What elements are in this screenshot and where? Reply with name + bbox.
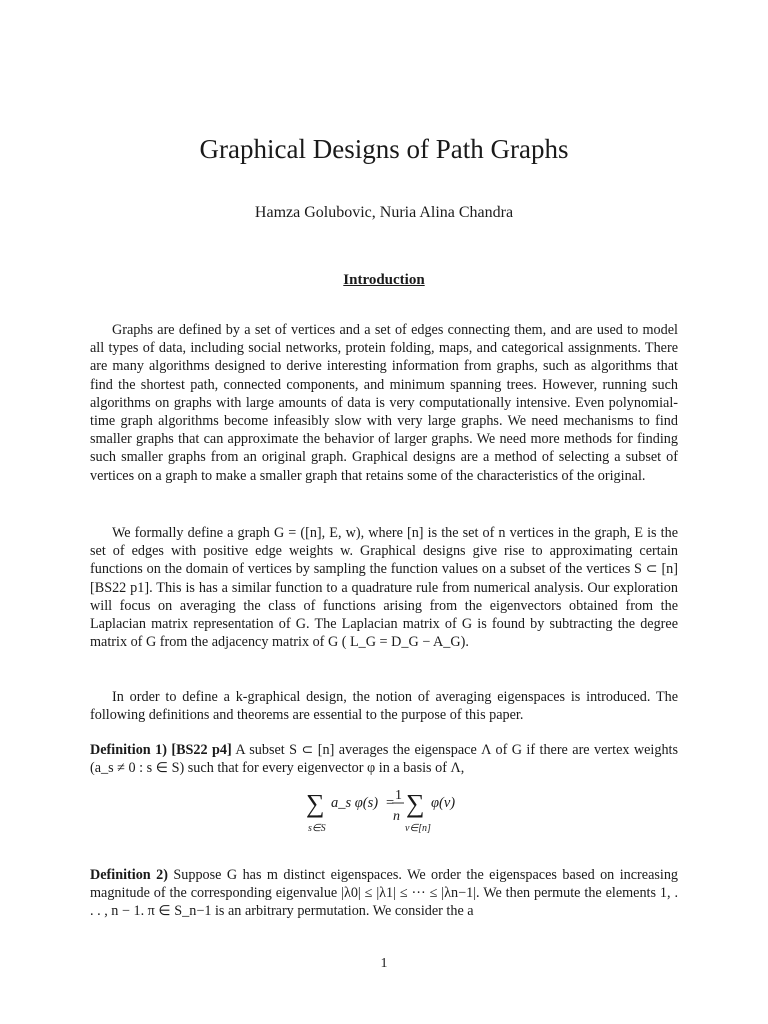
definition-1-text: A subset S ⊂ [n] averages the eigenspace Λ of G if there are vertex weights (a_s ≠ 0 : s ∈ S) such that for every eigenvector φ in a basis of Λ,	[90, 742, 679, 777]
definition-1	[90, 741, 678, 777]
definition-1-block	[90, 741, 678, 777]
lhs-term: a_s φ(s)	[331, 795, 379, 811]
section-heading	[0, 270, 768, 290]
definition-2-text: Suppose G has m distinct eigenspaces. We order the eigenspaces based on increasing magnitude of the corresponding eigenvalue |λ0| ≤ |λ1| ≤ ··· ≤ |λn−1|. We then permute the elements 1, . . . , n − 1. π ∈ S_n−1 is an arbitrary permutation. We consider the a	[90, 867, 679, 920]
definition-2	[90, 866, 678, 921]
equals-sign: =	[386, 795, 395, 811]
definition-2-label: Definition 2)	[90, 867, 168, 883]
fraction-denominator: n	[393, 809, 400, 824]
averaging-equation	[0, 790, 768, 840]
definition-2-block	[90, 866, 678, 921]
rhs-sum-index: v∈[n]	[405, 823, 431, 834]
rhs-sum-symbol: ∑	[406, 790, 425, 818]
paper-authors: Hamza Golubovic, Nuria Alina Chandra	[254, 204, 514, 221]
section-heading-text: Introduction	[343, 272, 425, 288]
lhs-sum-symbol: ∑	[306, 790, 325, 818]
definition-1-label: Definition 1) [BS22 p4]	[90, 742, 232, 758]
paragraph-3-block	[90, 688, 678, 724]
paragraph-1: Graphs are defined by a set of vertices and a set of edges connecting them, and are used to model all types of data, including social networks, protein folding, maps, and categorical assignments. There are many algorithms designed to derive interesting information from graphs, such as algorithms that find the shortest path, connected components, and minimum spanning trees. However, running such algorithms on graphs with large amounts of data is very computationally intensive. Even polynomial-time graph algorithms become infeasibly slow with very large graphs. We need mechanisms to find smaller graphs that can approximate the behavior of larger graphs. We need more methods for finding such smaller graphs from an original graph. Graphical designs are a method of selecting a subset of vertices on a graph to make a smaller graph that retains some of the characteristics of the original.	[90, 322, 678, 484]
page-number: 1	[380, 956, 388, 971]
paragraph-2-block	[90, 524, 678, 651]
paragraph-3: In order to define a k-graphical design, the notion of averaging eigenspaces is introduced. The following definitions and theorems are essential to the purpose of this paper.	[90, 689, 678, 724]
paper-title: Graphical Designs of Path Graphs	[199, 134, 569, 164]
paragraph-1-block	[90, 321, 678, 485]
lhs-sum-index: s∈S	[308, 823, 326, 834]
paragraph-2: We formally define a graph G = ([n], E, w), where [n] is the set of n vertices in the graph, E is the set of edges with positive edge weights w. Graphical designs give rise to approximating certain functions on the domain of vertices by sampling the function values on a subset of the vertices S ⊂ [n] [BS22 p1]. This is has a similar function to a quadrature rule from numerical analysis. Our exploration will focus on averaging the class of functions arising from the eigenvectors obtained from the Laplacian matrix representation of G. The Laplacian matrix of G is found by subtracting the degree matrix of G from the adjacency matrix of G ( L_G = D_G − A_G).	[90, 525, 678, 651]
rhs-term: φ(v)	[431, 795, 456, 811]
fraction-numerator: 1	[395, 790, 402, 803]
